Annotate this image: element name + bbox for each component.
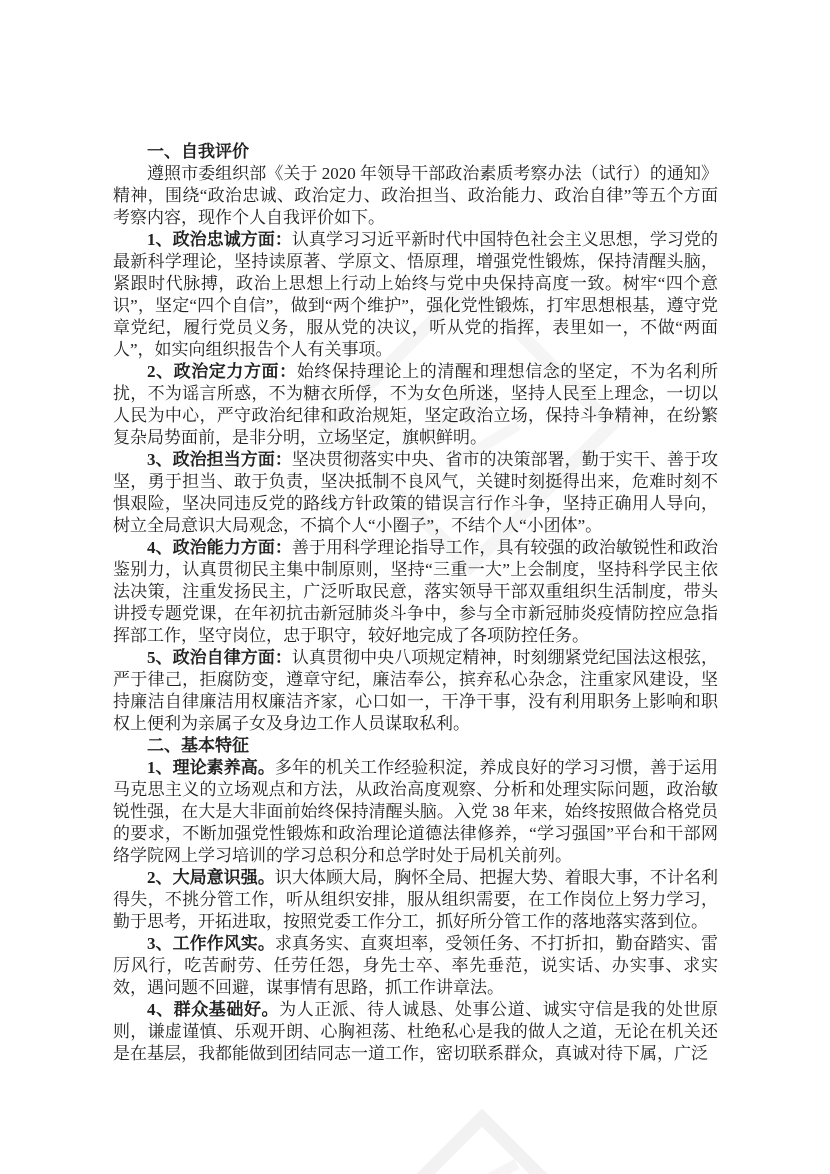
item-body: 认真学习习近平新时代中国特色社会主义思想，学习党的最新科学理论，坚持读原著、学原文、悟原理，增强党性锻炼，保持清醒头脑，紧跟时代脉搏，政治上思想上行动上始终与党中央保持高度一致。树牢“四个意识”，坚定“四个自信”，做到“两个维护”，强化党性锻炼，打牢思想根基，遵守党章党纪，履行党员义务，服从党的决议，听从党的指挥，表里如一，不做“两面人”，如实向组织报告个人有关事项。 [113, 230, 719, 359]
item-lead: 2、政治定力方面： [147, 362, 297, 381]
item-body: 求真务实、直爽坦率，受领任务、不打折扣，勤奋踏实、雷厉风行，吃苦耐劳、任劳任怨，身先士卒、率先垂范，说实话、办实事、求实效，遇问题不回避，谋事情有思路，抓工作讲章法。 [113, 934, 719, 997]
item-body: 多年的机关工作经验积淀，养成良好的学习习惯，善于运用马克思主义的立场观点和方法，从政治高度观察、分析和处理实际问题，政治敏锐性强，在大是大非面前始终保持清醒头脑。入党 38 年来，始终按照做合格党员的要求，不断加强党性锻炼和政治理论道德法律修养，“学习强国”平台和干部网络学院网上学习培训的学习总积分和总学时处于局机关前列。 [113, 758, 719, 865]
political-ability-paragraph [113, 537, 718, 647]
section-2-heading: 二、基本特征 [147, 736, 249, 755]
item-body: 坚决贯彻落实中央、省市的决策部署，勤于实干、善于攻坚，勇于担当、敢于负责，坚决抵制不良风气，关键时刻挺得出来，危难时刻不惧艰险，坚决同违反党的路线方针政策的错误言行作斗争，坚持正确用人导向，树立全局意识大局观念，不搞个人“小圈子”，不结个人“小团体”。 [113, 450, 719, 535]
item-body: 识大体顾大局，胸怀全局、把握大势、着眼大事，不计名利得失，不挑分管工作，听从组织安排，服从组织需要，在工作岗位上努力学习，勤于思考，开拓进取，按照党委工作分工，抓好所分管工作的落地落实落到位。 [113, 868, 719, 931]
item-lead: 5、政治自律方面： [147, 648, 292, 667]
section-1-intro-paragraph [113, 163, 718, 229]
political-resolve-paragraph [113, 361, 718, 449]
theory-quality-paragraph [113, 757, 718, 867]
item-lead: 4、政治能力方面： [147, 538, 292, 557]
item-lead: 2、大局意识强。 [147, 868, 275, 887]
item-body: 认真贯彻中央八项规定精神，时刻绷紧党纪国法这根弦，严于律己，拒腐防变，遵章守纪，廉洁奉公，摈弃私心杂念，注重家风建设，坚持廉洁自律廉洁用权廉洁齐家，心口如一，干净干事，没有利用职务上影响和职权上便利为亲属子女及身边工作人员谋取私利。 [113, 648, 719, 733]
item-lead: 3、工作作风实。 [147, 934, 275, 953]
intro-text: 遵照市委组织部《关于 2020 年领导干部政治素质考察办法（试行）的通知》精神，围绕“政治忠诚、政治定力、政治担当、政治能力、政治自律”等五个方面考察内容，现作个人自我评价如下。 [113, 164, 718, 227]
diamond-watermark-icon [332, 1109, 632, 1174]
item-lead: 3、政治担当方面： [147, 450, 292, 469]
item-body: 为人正派、待人诚恳、处事公道、诚实守信是我的处世原则，谦虚谨慎、乐观开朗、心胸袒荡、杜绝私心是我的做人之道，无论在机关还是在基层，我都能做到团结同志一道工作，密切联系群众，真诚对待下属，广泛 [113, 1000, 718, 1063]
item-lead: 4、群众基础好。 [147, 1000, 280, 1019]
item-lead: 1、政治忠诚方面： [147, 230, 292, 249]
item-body: 始终保持理论上的清醒和理想信念的坚定，不为名利所扰，不为谣言所惑，不为糖衣所俘，不为女色所迷，坚持人民至上理念，一切以人民为中心，严守政治纪律和政治规矩，坚定政治立场，保持斗争精神，在纷繁复杂局势面前，是非分明，立场坚定，旗帜鲜明。 [113, 362, 718, 447]
item-body: 善于用科学理论指导工作，具有较强的政治敏锐性和政治鉴别力，认真贯彻民主集中制原则，坚持“三重一大”上会制度，坚持科学民主依法决策，注重发扬民主，广泛听取民意，落实领导干部双重组织生活制度，带头讲授专题党课，在年初抗击新冠肺炎斗争中，参与全市新冠肺炎疫情防控应急指挥部工作，坚守岗位，忠于职守，较好地完成了各项防控任务。 [113, 538, 719, 645]
political-self-discipline-paragraph [113, 647, 718, 735]
work-style-paragraph [113, 933, 718, 999]
mass-foundation-paragraph [113, 999, 718, 1065]
political-loyalty-paragraph [113, 229, 718, 361]
political-responsibility-paragraph [113, 449, 718, 537]
section-1-heading: 一、自我评价 [147, 142, 249, 161]
document-body [113, 141, 718, 1065]
item-lead: 1、理论素养高。 [147, 758, 275, 777]
big-picture-awareness-paragraph [113, 867, 718, 933]
